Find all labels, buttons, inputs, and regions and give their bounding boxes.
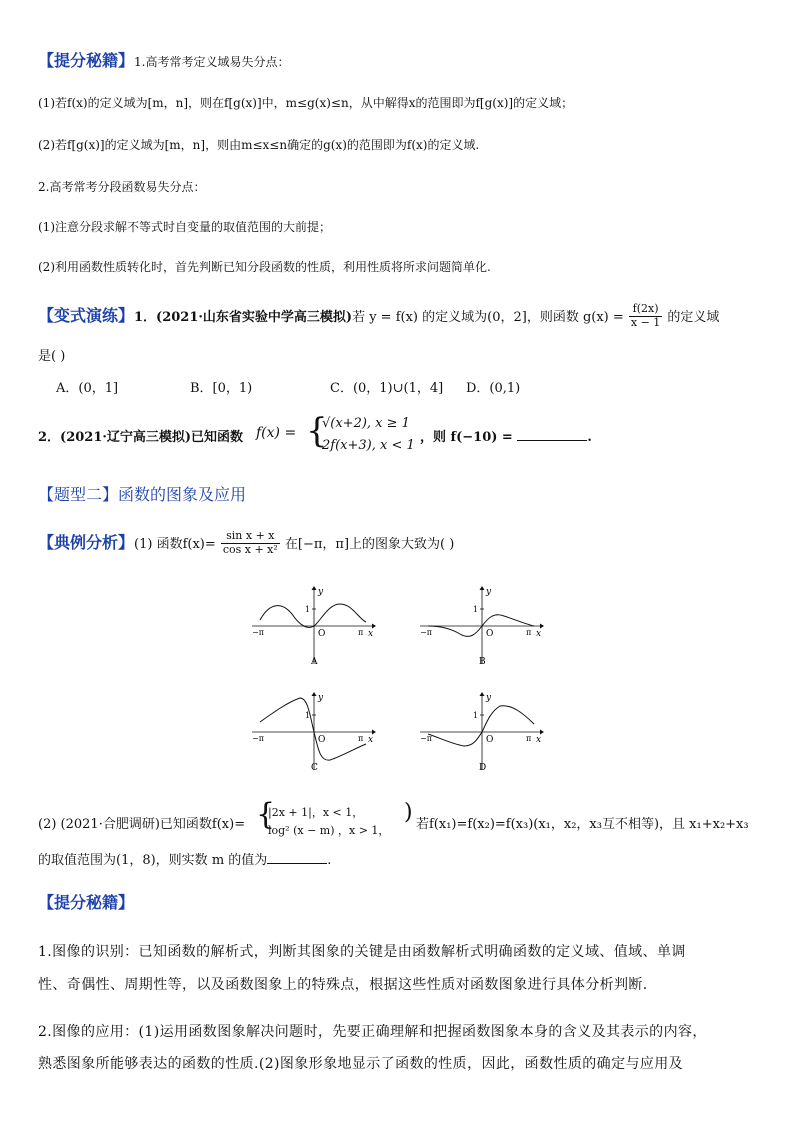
label-one: 1 <box>305 711 311 720</box>
graph-c-svg <box>248 690 378 772</box>
graph-label: C <box>311 763 318 773</box>
label-y: y <box>486 693 492 703</box>
graph-label: D <box>479 763 487 773</box>
piecewise-brace: { <box>306 411 328 451</box>
tips-intro: 1.高考常考定义域易失分点： <box>134 55 290 69</box>
example-q1-fraction <box>221 530 280 556</box>
practice-q1-lead: 1．(2021·山东省实验中学高三模拟) <box>134 310 353 325</box>
label-one: 1 <box>305 605 311 614</box>
practice-q2-end: . <box>587 430 592 445</box>
graph-d <box>416 690 546 776</box>
tips-point-1: (1)若f(x)的定义域为[m，n]，则在f[g(x)]中，m≤g(x)≤n，从中解得x的范围即为f[g(x)]的定义域； <box>38 96 574 110</box>
tips-tag-2: 【提分秘籍】 <box>38 893 135 912</box>
label-one: 1 <box>473 711 479 720</box>
practice-q1-fraction <box>629 303 662 329</box>
example-q1-text: (1) 函数f(x)= <box>134 537 216 552</box>
fraction-numerator: f(2x) <box>629 303 662 317</box>
practice-q1-line2: 是( ) <box>38 349 66 364</box>
tips2-p1b: 性、奇偶性、周期性等，以及函数图象上的特殊点，根据这些性质对函数图象进行具体分析判断. <box>38 977 648 993</box>
example-q2-end: . <box>327 853 332 868</box>
tips2-p1a: 1.图像的识别：已知函数的解析式，判断其图象的关键是由函数解析式明确函数的定义域、值域、单调 <box>38 944 686 960</box>
practice-q2-tail: ，则 f(−10) = <box>420 430 513 445</box>
label-pi: π <box>358 734 364 743</box>
graph-label: A <box>311 657 318 667</box>
label-o: O <box>318 735 326 745</box>
tips2-p2a: 2.图像的应用：(1)运用函数图象解决问题时，先要正确理解和把握函数图象本身的含义及其表示的内容， <box>38 1024 707 1040</box>
practice-q2-answer <box>420 426 592 445</box>
example-q2-line2 <box>38 849 331 868</box>
graph-b <box>416 584 546 670</box>
label-y: y <box>318 693 324 703</box>
example-q2-case1: |2x + 1|，x < 1， <box>268 806 364 819</box>
example-q2-case2: log² (x − m) ，x > 1， <box>268 824 390 837</box>
graph-d-svg <box>416 690 546 772</box>
answer-blank <box>267 851 327 864</box>
practice-q2-fx: f(x) = <box>256 425 297 441</box>
practice-q2-lead: 2．(2021·辽宁高三模拟)已知函数 <box>38 430 244 445</box>
label-neg-pi: −π <box>252 628 264 637</box>
label-o: O <box>486 735 494 745</box>
label-neg-pi: −π <box>420 628 432 637</box>
graph-b-svg <box>416 584 546 666</box>
graph-a-svg <box>248 584 378 666</box>
practice-q1-tail: 的定义域 <box>667 310 720 325</box>
example-q1 <box>38 530 454 557</box>
label-o: O <box>318 629 326 639</box>
example-q2-tail: 若f(x₁)=f(x₂)=f(x₃)(x₁，x₂，x₃互不相等)，且 x₁+x₂+x₃ <box>416 817 749 832</box>
answer-blank <box>517 428 587 441</box>
example-q2-lead: (2) (2021·合肥调研)已知函数f(x)= <box>38 817 246 832</box>
label-pi: π <box>526 734 532 743</box>
label-x: x <box>536 735 542 745</box>
practice-q2-case2: 2f(x+3), x < 1 <box>322 438 415 453</box>
graph-a <box>248 584 378 670</box>
label-o: O <box>486 629 494 639</box>
label-neg-pi: −π <box>420 734 432 743</box>
option-d: D．(0,1) <box>466 381 521 396</box>
label-x: x <box>368 735 374 745</box>
tips-point-3: 2.高考常考分段函数易失分点： <box>38 180 206 194</box>
practice-tag: 【变式演练】 <box>38 306 135 325</box>
example-tag: 【典例分析】 <box>38 533 135 552</box>
fraction-denominator: cos x + x² <box>222 543 278 556</box>
graph-label: B <box>479 657 486 667</box>
option-b: B．[0，1) <box>190 381 253 396</box>
label-x: x <box>536 629 542 639</box>
tips-point-4: (1)注意分段求解不等式时自变量的取值范围的大前提； <box>38 220 332 234</box>
tips2-p2b: 熟悉图象所能够表达的函数的性质.(2)图象形象地显示了函数的性质，因此，函数性质的确定与应用及 <box>38 1056 684 1072</box>
fraction-numerator: sin x + x <box>221 530 280 544</box>
label-y: y <box>318 587 324 597</box>
practice-q1 <box>38 303 719 330</box>
label-y: y <box>486 587 492 597</box>
fraction-denominator: x − 1 <box>630 316 661 329</box>
practice-q2-case1: √(x+2), x ≥ 1 <box>322 416 410 431</box>
closing-paren: ) <box>404 800 413 825</box>
practice-q1-text: 若 y = f(x) 的定义域为(0，2]，则函数 g(x) = <box>352 310 624 325</box>
graph-c <box>248 690 378 776</box>
tips-point-5: (2)利用函数性质转化时，首先判断已知分段函数的性质，利用性质将所求问题简单化. <box>38 260 491 274</box>
label-neg-pi: −π <box>252 734 264 743</box>
label-x: x <box>368 629 374 639</box>
tips-block-1 <box>38 48 289 71</box>
tips-tag: 【提分秘籍】 <box>38 51 135 70</box>
section-title: 【题型二】函数的图象及应用 <box>38 485 247 504</box>
example-q1-tail: 在[−π，π]上的图象大致为( ) <box>284 537 455 552</box>
label-pi: π <box>358 628 364 637</box>
option-a: A．(0，1] <box>56 381 119 396</box>
label-pi: π <box>526 628 532 637</box>
label-one: 1 <box>473 605 479 614</box>
tips-point-2: (2)若f[g(x)]的定义域为[m，n]，则由m≤x≤n确定的g(x)的范围即为f(x)的定义域. <box>38 138 480 152</box>
example-q2-line2-text: 的取值范围为(1，8)，则实数 m 的值为 <box>38 853 268 868</box>
piecewise-brace: { <box>256 797 276 832</box>
option-c: C．(0，1)∪(1，4] <box>330 381 444 396</box>
